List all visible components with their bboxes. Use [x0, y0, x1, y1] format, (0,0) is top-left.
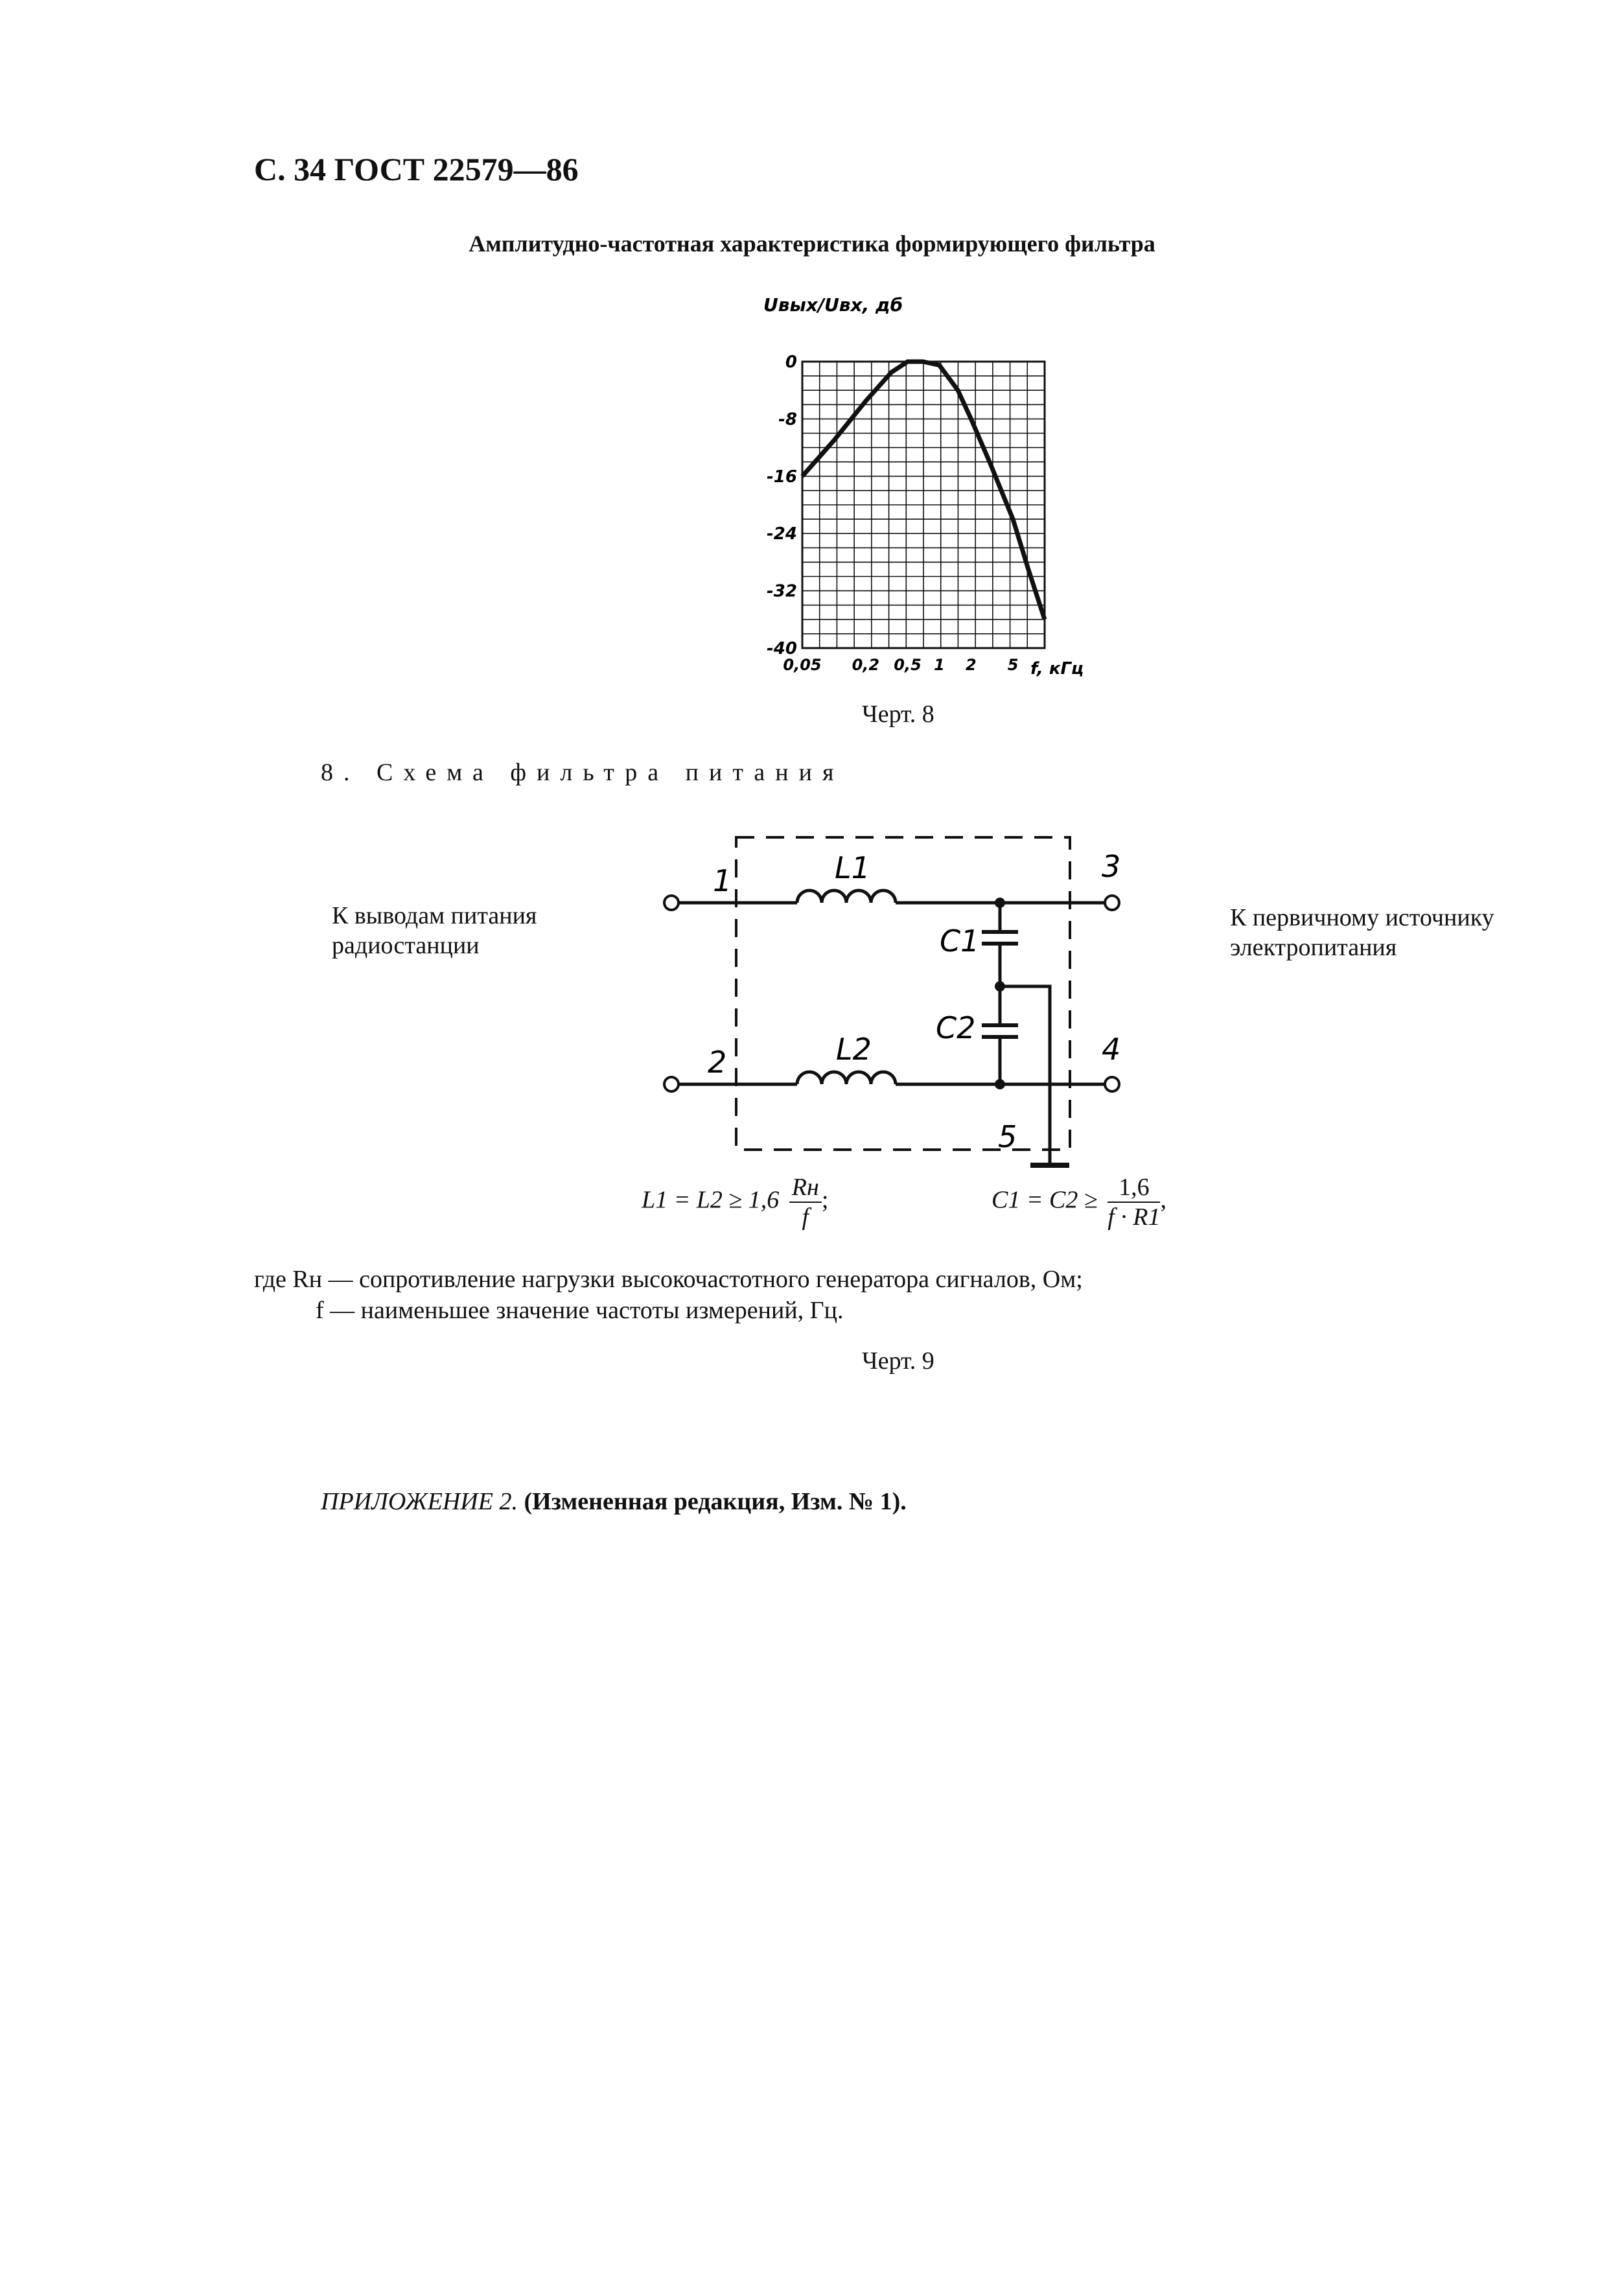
- inductance-numerator: Rн: [789, 1173, 822, 1203]
- junction-bottom: [995, 1079, 1005, 1089]
- y-tick-label: -32: [767, 581, 797, 601]
- inductance-formula: L1 = L2 ≥ 1,6 Rн f ;: [642, 1174, 829, 1231]
- terminal-4-label: 4: [1102, 1032, 1121, 1067]
- x-tick-label: 5: [1007, 656, 1019, 674]
- right-terminal-description: [1230, 903, 1494, 962]
- inductance-denominator: f: [802, 1203, 809, 1231]
- capacitor-c2-label: C2: [936, 1010, 976, 1045]
- chart-x-axis-label: f, кГц: [1030, 659, 1084, 679]
- y-tick-label: -8: [778, 410, 797, 430]
- definition-rn: где Rн — сопротивление нагрузки высокочастотного генератора сигналов, Ом;: [254, 1266, 1083, 1293]
- terminal-1-node: [664, 896, 679, 910]
- junction-top: [995, 898, 1005, 908]
- appendix-note: [321, 1487, 907, 1516]
- inductor-l2-label: L2: [836, 1032, 872, 1067]
- filter-enclosure-dashed: [736, 837, 1070, 1150]
- terminal-1-label: 1: [713, 863, 732, 898]
- capacitor-c1-label: C1: [940, 924, 980, 959]
- power-filter-schematic: [648, 810, 1166, 1173]
- left-terminal-description: [332, 901, 537, 960]
- definition-f: f — наименьшее значение частоты измерений, Гц.: [316, 1297, 844, 1324]
- page-header: С. 34 ГОСТ 22579—86: [254, 151, 579, 187]
- chart-y-axis-label: Uвых/Uвх, дб: [763, 294, 903, 316]
- inductor-l2: [797, 1072, 896, 1084]
- capacitance-lhs: C1 = C2 ≥: [992, 1186, 1098, 1214]
- terminal-4-node: [1105, 1077, 1119, 1091]
- figure9-caption: Черт. 9: [862, 1347, 934, 1375]
- right-label-line1: К первичному источнику: [1230, 904, 1494, 931]
- y-tick-label: -24: [767, 524, 797, 544]
- x-tick-label: 0,2: [852, 656, 880, 674]
- inductor-l1-label: L1: [835, 850, 870, 885]
- right-label-line2: электропитания: [1230, 934, 1397, 961]
- x-tick-label: 1: [934, 656, 945, 674]
- inductance-lhs: L1 = L2 ≥ 1,6: [642, 1186, 780, 1214]
- chart-y-tick-labels: [767, 353, 797, 658]
- terminal-2-node: [664, 1077, 679, 1091]
- left-label-line1: К выводам питания: [332, 902, 537, 929]
- terminal-3-label: 3: [1102, 849, 1121, 884]
- left-label-line2: радиостанции: [332, 932, 480, 959]
- appendix-title: ПРИЛОЖЕНИЕ 2.: [321, 1488, 518, 1515]
- terminal-2-label: 2: [708, 1045, 727, 1080]
- terminal-5-label: 5: [998, 1119, 1017, 1154]
- section8-heading: 8. Схема фильтра питания: [321, 759, 844, 786]
- appendix-revision: (Измененная редакция, Изм. № 1).: [524, 1488, 907, 1515]
- y-tick-label: -40: [767, 639, 797, 658]
- x-tick-label: 0,05: [783, 656, 822, 674]
- capacitance-numerator: 1,6: [1108, 1173, 1160, 1203]
- x-tick-label: 2: [966, 656, 977, 674]
- capacitance-denominator: f · R1: [1108, 1203, 1161, 1231]
- x-tick-label: 0,5: [894, 656, 922, 674]
- figure-title: Амплитудно-частотная характеристика формирующего фильтра: [469, 231, 1155, 257]
- junction-mid: [995, 981, 1005, 992]
- y-tick-label: -16: [767, 467, 797, 487]
- chart-x-tick-labels: [783, 656, 1018, 674]
- frequency-response-chart: [713, 285, 1102, 687]
- capacitance-formula: C1 = C2 ≥ $\frac{1,6}{f \cdot R1}$ ,: [992, 1174, 1166, 1231]
- y-tick-label: 0: [785, 353, 797, 372]
- definitions: [254, 1264, 1083, 1326]
- terminal-3-node: [1105, 896, 1119, 910]
- figure8-caption: Черт. 8: [862, 701, 934, 728]
- inductor-l1: [797, 890, 896, 903]
